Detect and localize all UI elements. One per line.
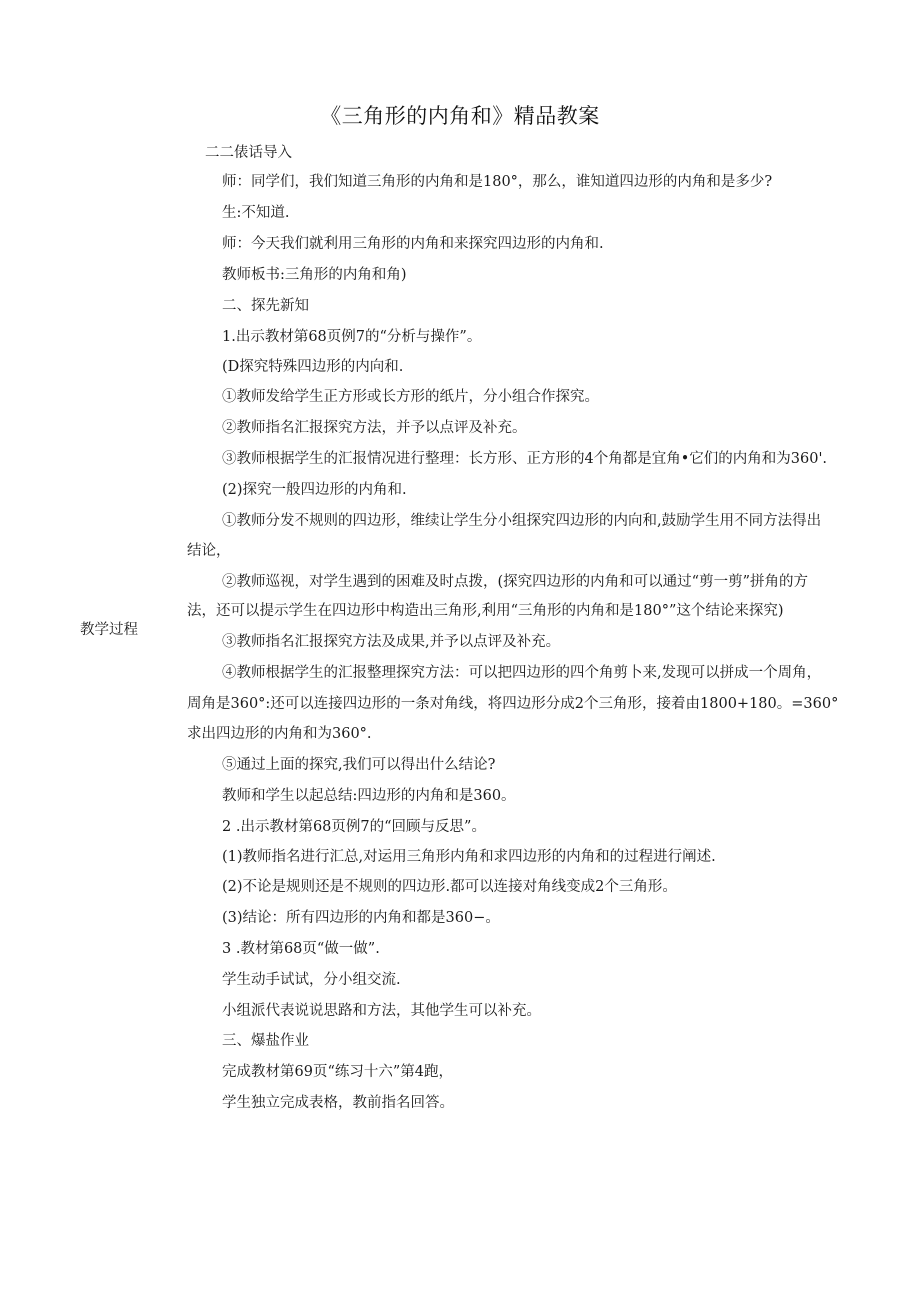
text-line: 学生动手试试，分小组交流. — [222, 972, 401, 988]
text-line: (3)结论：所有四边形的内角和都是360−。 — [222, 910, 500, 926]
text-line: 教师板书:三角形的内角和角) — [222, 267, 407, 283]
section-label: 教学过程 — [80, 622, 138, 638]
text-line: 2 .出示教材第68页例7的“回顾与反思”。 — [222, 819, 486, 835]
text-line: 1.出示教材第68页例7的“分析与操作”。 — [222, 329, 482, 345]
text-line: 学生独立完成表格，教前指名回答。 — [222, 1095, 454, 1111]
text-line: 求出四边形的内角和为360°. — [187, 726, 372, 742]
page-title: 《三角形的内角和》精品教案 — [320, 104, 600, 128]
text-line: 师：同学们，我们知道三角形的内角和是180°，那么，谁知道四边形的内角和是多少? — [222, 174, 773, 190]
text-line: (2)不论是规则还是不规则的四边形.都可以连接对角线变成2个三角形。 — [222, 879, 677, 895]
text-line: 生:不知道. — [222, 205, 290, 221]
text-line: 3 .教材第68页“做一做”. — [222, 941, 380, 957]
text-line: 师：今天我们就利用三角形的内角和来探究四边形的内角和. — [222, 236, 604, 252]
text-line: 小组派代表说说思路和方法，其他学生可以补充。 — [222, 1003, 541, 1019]
text-line: 二、探先新知 — [222, 298, 309, 314]
text-line: ①教师发给学生正方形或长方形的纸片，分小组合作探究。 — [222, 389, 599, 405]
text-line: 结论， — [187, 543, 231, 559]
text-line: ⑤通过上面的探究,我们可以得出什么结论? — [222, 757, 496, 773]
text-line: ②教师巡视，对学生遇到的困难及时点拨，(探究四边形的内角和可以通过“剪一剪”拼角的方 — [222, 574, 808, 590]
text-line: ③教师根据学生的汇报情况进行整理：长方形、正方形的4个角都是宜角•它们的内角和为360'. — [222, 451, 828, 467]
text-line: ④教师根据学生的汇报整理探究方法：可以把四边形的四个角剪卜来,发现可以拼成一个周角， — [222, 665, 822, 681]
text-line: 完成教材第69页“练习十六”第4跑， — [222, 1064, 454, 1080]
text-line: 法，还可以提示学生在四边形中构造出三角形,利用“三角形的内角和是180°”这个结论来探究) — [187, 603, 784, 619]
text-line: 周角是360°:还可以连接四边形的一条对角线，将四边形分成2个三角形，接着由1800+180。=360° — [187, 696, 839, 712]
text-line: 三、爆盐作业 — [222, 1033, 309, 1049]
text-line: ①教师分发不规则的四边形，维续让学生分小组探究四边形的内向和,鼓励学生用不同方法得出 — [222, 513, 822, 529]
text-line: ②教师指名汇报探究方法，并予以点评及补充。 — [222, 420, 527, 436]
text-line: (D探究特殊四边形的内向和. — [222, 359, 404, 375]
text-line: (1)教师指名进行汇总,对运用三角形内角和求四边形的内角和的过程进行阐述. — [222, 849, 716, 865]
text-line: 二二俵话导入 — [205, 145, 292, 161]
text-line: ③教师指名汇报探究方法及成果,并予以点评及补充。 — [222, 634, 561, 650]
text-line: (2)探究一般四边形的内角和. — [222, 482, 407, 498]
text-line: 教师和学生以起总结:四边形的内角和是360。 — [222, 788, 516, 804]
